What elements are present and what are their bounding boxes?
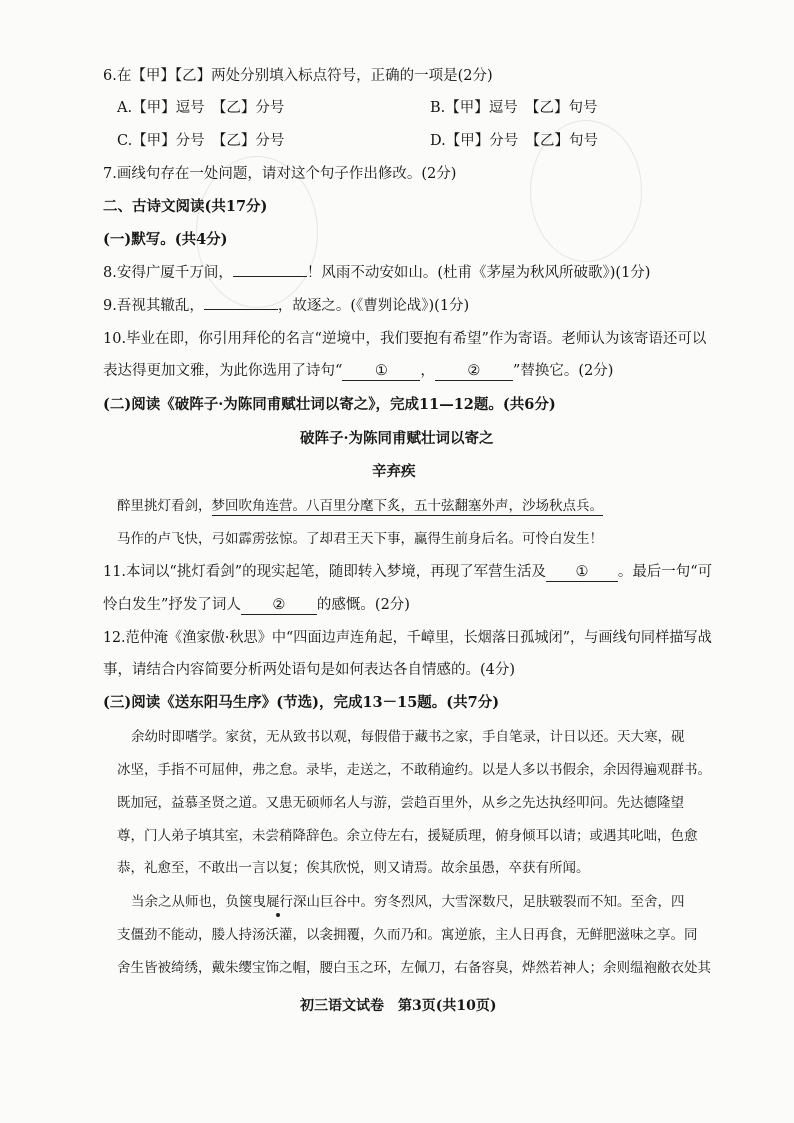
q11-text-after2: 的感慨。(2分)	[316, 597, 410, 613]
q10-text-after: ”替换它。(2分)	[512, 363, 614, 379]
poem-line-1-plain: 醉里挑灯看剑，	[117, 498, 212, 514]
poem-line-1	[117, 496, 603, 516]
q9-answer-blank[interactable]	[204, 309, 278, 310]
passage-para1-line: 恭，礼愈至，不敢出一言以复；俟其欣悦，则又请焉。故余虽愚，卒获有所闻。	[117, 860, 590, 876]
q10-blank-2[interactable]: ②	[435, 362, 513, 381]
q11-text-before: 11.本词以“挑灯看剑”的现实起笔，随即转入梦境，再现了军营生活及	[103, 564, 547, 580]
q11-blank-2[interactable]: ②	[241, 596, 317, 615]
q7-stem: 7.画线句存在一处问题，请对这个句子作出修改。(2分)	[103, 166, 457, 182]
q12-line2: 事，请结合内容简要分析两处语句是如何表达各自情感的。(4分)	[103, 662, 516, 678]
passage-para2-line: 支僵劲不能动，媵人持汤沃灌，以衾拥覆，久而乃和。寓逆旅，主人日再食，无鲜肥滋味之享。同	[117, 927, 698, 943]
q10-blank-1[interactable]: ①	[342, 362, 420, 381]
passage-para2-line: 舍生皆被绮绣，戴朱缨宝饰之帽，腰白玉之环，左佩刀，右备容臭，烨然若神人；余则缊袍敝衣处其	[117, 960, 711, 976]
q10-line2	[103, 361, 613, 381]
q8-answer-blank[interactable]	[233, 276, 307, 277]
poem-underlined-line: 梦回吹角连营。八百里分麾下炙，五十弦翻塞外声，沙场秋点兵。	[211, 498, 603, 514]
q6-stem: 6.在【甲】【乙】两处分别填入标点符号，正确的一项是(2分)	[103, 68, 493, 84]
q10-line1: 10.毕业在即，你引用拜伦的名言“逆境中，我们要抱有希望”作为寄语。老师认为该寄语还可以	[103, 331, 707, 347]
q11-text-after1: 。最后一句“可	[617, 564, 713, 580]
q10-sep: ，	[420, 363, 435, 379]
emphasis-dot	[276, 913, 280, 917]
part1-title: (一)默写。(共4分)	[103, 231, 228, 248]
q8-text-before: 8.安得广厦千万间，	[103, 265, 233, 281]
q11-blank-1[interactable]: ①	[546, 563, 618, 582]
page-footer: 初三语文试卷 第3页(共10页)	[300, 998, 497, 1014]
poem-line-2: 马作的卢飞快，弓如霹雳弦惊。了却君王天下事，赢得生前身后名。可怜白发生！	[117, 531, 603, 547]
passage-para1-line: 尊，门人弟子填其室，未尝稍降辞色。余立侍左右，援疑质理，俯身倾耳以请；或遇其叱咄，色愈	[117, 828, 698, 844]
q11-line2-before: 怜白发生”抒发了词人	[103, 597, 241, 613]
q8-text-after: ！风雨不动安如山。(杜甫《茅屋为秋风所破歌》)(1分)	[306, 265, 651, 281]
q9-line	[103, 296, 469, 316]
passage-para1-line: 既加冠，益慕圣贤之道。又患无硕师名人与游，尝趋百里外，从乡之先达执经叩问。先达德隆望	[117, 795, 684, 811]
part3-title: (三)阅读《送东阳马生序》(节选)，完成13－15题。(共7分)	[103, 694, 500, 711]
q11-line2	[103, 595, 410, 615]
q12-line1: 12.范仲淹《渔家傲·秋思》中“四面边声连角起，千嶂里，长烟落日孤城闭”，与画线句同样描写战	[103, 630, 712, 646]
q9-text-after: ，故逐之。(《曹刿论战》)(1分)	[277, 298, 470, 314]
q6-option-a: A.【甲】逗号 【乙】分号	[117, 100, 285, 116]
part2-title: (二)阅读《破阵子·为陈同甫赋壮词以寄之》，完成11—12题。(共6分)	[103, 396, 556, 413]
q6-option-b: B.【甲】逗号 【乙】句号	[430, 100, 598, 116]
passage-para1-line: 冰坚，手指不可屈伸，弗之怠。录毕，走送之，不敢稍逾约。以是人多以书假余，余因得遍观群书。	[117, 762, 711, 778]
poem-title: 破阵子·为陈同甫赋壮词以寄之	[300, 430, 494, 447]
q9-text-before: 9.吾视其辙乱，	[103, 298, 204, 314]
q6-option-c: C.【甲】分号 【乙】分号	[117, 133, 285, 149]
passage-para1-line: 余幼时即嗜学。家贫，无从致书以观，每假借于藏书之家，手自笔录，计日以还。天大寒，砚	[131, 729, 685, 745]
q11-line1	[103, 562, 712, 582]
q6-option-d: D.【甲】分号 【乙】句号	[430, 133, 598, 149]
q10-text-before: 表达得更加文雅，为此你选用了诗句“	[103, 363, 343, 379]
poem-author: 辛弃疾	[372, 463, 416, 480]
section2-title: 二、古诗文阅读(共17分)	[103, 198, 268, 215]
q8-line	[103, 263, 650, 283]
passage-para2-line: 当余之从师也，负箧曳屣行深山巨谷中。穷冬烈风，大雪深数尺，足肤皲裂而不知。至舍，四	[131, 894, 685, 910]
